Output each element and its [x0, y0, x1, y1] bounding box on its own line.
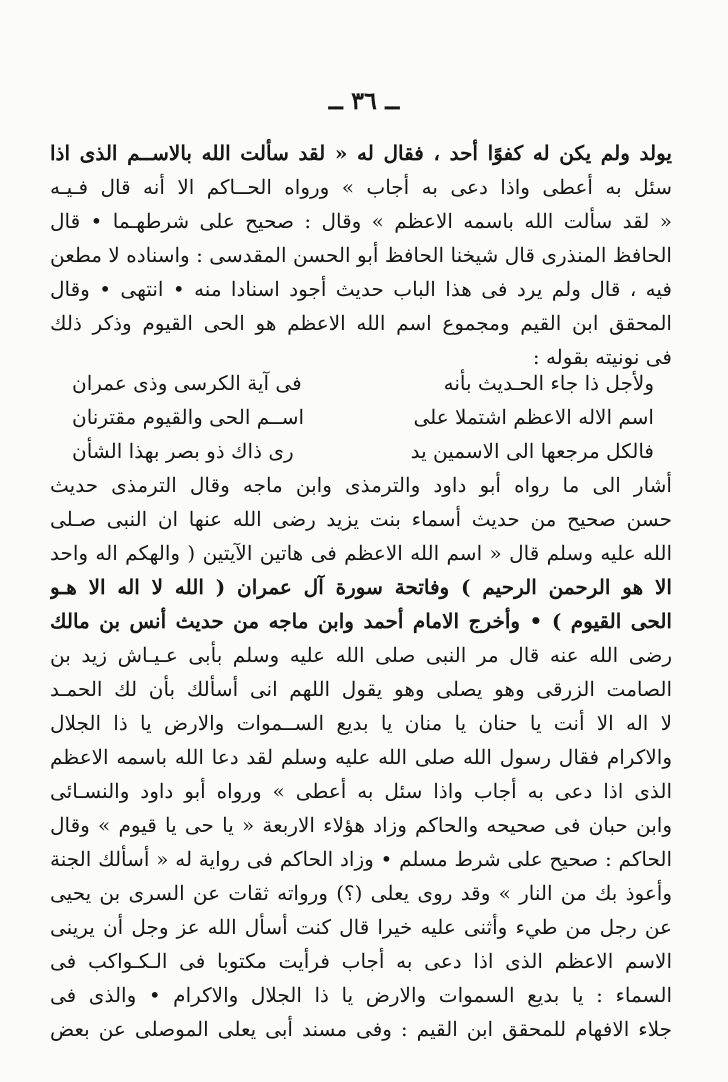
- text-line: الحافظ المنذرى قال شيخنا الحافظ أبو الحسن المقدسى : واسناده لا مطعن: [50, 243, 672, 267]
- text-line: الاسم الاعظم الذى اذا دعى به أجاب فرأيت مكتوبا فى الـكـواكب فى: [50, 949, 672, 973]
- text-line: الحاكم : صحيح على شرط مسلم • وزاد الحاكم فى رواية له « أسألك الجنة: [50, 847, 672, 871]
- poem-verse: [72, 434, 654, 468]
- paragraph-2: [50, 468, 672, 1046]
- text-line: الصامت الزرقى وهو يصلى وهو يقول اللهم انى أسألك بأن لك الحمـد: [50, 677, 672, 701]
- text-line: عن رجل من طيء وأثنى عليه خيرا قال كنت أسأل الله عز وجل أن يرينى: [50, 915, 672, 939]
- text-line: فى نونيته بقوله :: [532, 345, 672, 369]
- text-line: الله عليه وسلم قال « اسم الله الاعظم فى هاتين الآيتين ( والهكم اله واحد: [50, 541, 672, 565]
- page-number: ــ ٣٦ ــ: [328, 86, 400, 115]
- text-line: فيه ، قال ولم يرد فى هذا الباب حديث أجود اسنادا منه • انتهى • وقال: [50, 277, 672, 301]
- text-line: « لقد سألت الله باسمه الاعظم » وقال : صحيح على شرطهـما • قال: [50, 209, 672, 233]
- text-line: جلاء الافهام للمحقق ابن القيم : وفى مسند أبى يعلى الموصلى عن بعض: [50, 1017, 672, 1041]
- text-line: الذى اذا دعى به أجاب واذا سئل به أعطى » ورواه أبو داود والنسـائى: [50, 779, 672, 803]
- text-line: حسن صحيح من حديث أسماء بنت يزيد رضى الله عنها ان النبى صـلى: [50, 507, 672, 531]
- verse-second-hemistich: اســم الحى والقيوم مقترنان: [72, 405, 305, 429]
- poem-verses: [72, 366, 654, 468]
- verse-first-hemistich: فالكل مرجعها الى الاسمين يد: [410, 439, 654, 463]
- verse-second-hemistich: فى آية الكرسى وذى عمران: [72, 371, 302, 395]
- paragraph-1: [50, 136, 672, 374]
- text-line: وابن حبان فى صحيحه والحاكم وزاد هؤلاء الاربعة « يا حى يا قيوم » وقال: [50, 813, 672, 837]
- text-line: أشار الى ما رواه أبو داود والترمذى وابن ماجه وقال الترمذى حديث: [50, 473, 672, 497]
- text-line: المحقق ابن القيم ومجموع اسم الله الاعظم هو الحى القيوم وذكر ذلك: [50, 311, 672, 335]
- text-line: وأعوذ بك من النار » وقد روى يعلى (؟) ورواته ثقات عن السرى بن يحيى: [50, 881, 672, 905]
- verse-first-hemistich: ولأجل ذا جاء الحـديث بأنه: [443, 371, 654, 395]
- verse-second-hemistich: رى ذاك ذو بصر بهذا الشأن: [72, 439, 294, 463]
- text-line: لا اله الا أنت يا حنان يا منان يا بديع الســموات والارض يا ذا الجلال: [50, 711, 672, 735]
- text-line: والاكرام فقال رسول الله صلى الله عليه وسلم لقد دعا الله باسمه الاعظم: [50, 745, 672, 769]
- verse-first-hemistich: اسم الاله الاعظم اشتملا على: [413, 405, 654, 429]
- text-line: السماء : يا بديع السموات والارض يا ذا الجلال والاكرام • والذى فى: [50, 983, 672, 1007]
- poem-verse: [72, 366, 654, 400]
- poem-verse: [72, 400, 654, 434]
- text-line: يولد ولم يكن له كفوًا أحد ، فقال له « لقد سألت الله بالاســم الذى اذا: [50, 141, 672, 165]
- text-line: الا هو الرحمن الرحيم ) وفاتحة سورة آل عمران ( الله لا اله الا هـو: [50, 575, 672, 599]
- text-line: الحى القيوم ) • وأخرج الامام أحمد وابن ماجه من حديث أنس بن مالك: [50, 609, 672, 633]
- text-line: سئل به أعطى واذا دعى به أجاب » ورواه الحــاكم الا أنه قال فـيـه: [50, 175, 672, 199]
- text-line: رضى الله عنه قال مر النبى صلى الله عليه وسلم بأبى عـيـاش زيد بن: [50, 643, 672, 667]
